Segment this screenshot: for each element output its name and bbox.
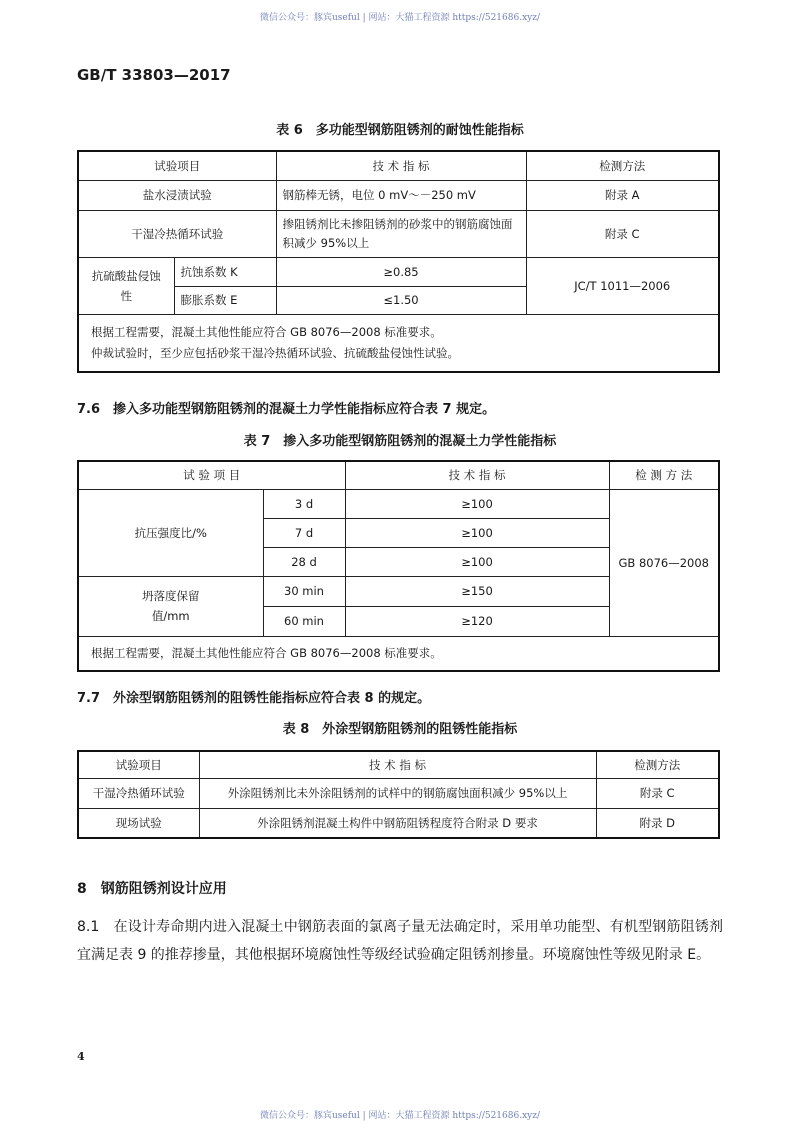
table6-cell: 附录 C: [526, 210, 719, 257]
table7-cell: 7 d: [263, 518, 345, 547]
table7-group-slump: 坍落度保留值/mm: [78, 576, 263, 636]
table7-cell: ≥150: [345, 576, 609, 606]
table7-header-spec: 技 术 指 标: [345, 461, 609, 489]
table6-cell: ≥0.85: [276, 257, 526, 286]
table6-cell: ≤1.50: [276, 286, 526, 314]
table6-note: [78, 314, 719, 372]
table7-cell: 28 d: [263, 547, 345, 576]
watermark-bottom: 微信公众号：豚宾useful | 网站：大猫工程资源 https://521686.xyz/: [259, 1111, 541, 1121]
table8-header-spec: 技 术 指 标: [199, 751, 596, 778]
table6-cell: 干湿冷热循环试验: [78, 210, 276, 257]
table7-header-method: 检 测 方 法: [609, 461, 719, 489]
clause-8-1: 8.1 在设计寿命期内进入混凝土中钢筋表面的氯离子量无法确定时，采用单功能型、有机型钢筋阻锈剂宜满足表 9 的推荐掺量，其他根据环境腐蚀性等级经试验确定阻锈剂掺量。环境腐蚀性等级见附录 E。: [77, 919, 723, 963]
table7-cell: ≥100: [345, 547, 609, 576]
table6-cell: 抗蚀系数 K: [174, 257, 276, 286]
table7-header-item: 试 验 项 目: [78, 461, 345, 489]
table6-note-line: 仲裁试验时，至少应包括砂浆干湿冷热循环试验、抗硫酸盐侵蚀性试验。: [91, 345, 459, 360]
table6-cell: 盐水浸渍试验: [78, 180, 276, 210]
table7-group-compressive: 抗压强度比/%: [78, 489, 263, 576]
table6-header-item: 试验项目: [78, 151, 276, 180]
table6-cell: 掺阻锈剂比未掺阻锈剂的砂浆中的钢筋腐蚀面积减少 95%以上: [276, 210, 526, 257]
table6-cell: JC/T 1011—2006: [526, 257, 719, 314]
table7-method: GB 8076—2008: [609, 489, 719, 636]
table8-caption: 表 8 外涂型钢筋阻锈剂的阻锈性能指标: [282, 722, 518, 737]
table6-cell: 钢筋棒无锈，电位 0 mV～－250 mV: [276, 180, 526, 210]
table7-cell: ≥100: [345, 518, 609, 547]
table7-cell: 3 d: [263, 489, 345, 518]
table7-note: 根据工程需要，混凝土其他性能应符合 GB 8076—2008 标准要求。: [78, 636, 719, 671]
table8-cell: 外涂阻锈剂混凝土构件中钢筋阻锈程度符合附录 D 要求: [199, 808, 596, 838]
table7-cell: 60 min: [263, 606, 345, 636]
table8-header-method: 检测方法: [596, 751, 719, 778]
table6-group-sulfate: 抗硫酸盐侵蚀性: [78, 257, 174, 314]
table7-caption: 表 7 掺入多功能型钢筋阻锈剂的混凝土力学性能指标: [243, 434, 557, 449]
table7-cell: 30 min: [263, 576, 345, 606]
table6-caption: 表 6 多功能型钢筋阻锈剂的耐蚀性能指标: [276, 123, 524, 138]
table6-header-method: 检测方法: [526, 151, 719, 180]
table8-header-item: 试验项目: [78, 751, 199, 778]
table6-note-line: 根据工程需要，混凝土其他性能应符合 GB 8076—2008 标准要求。: [91, 324, 442, 339]
clause-7-6: 7.6 掺入多功能型钢筋阻锈剂的混凝土力学性能指标应符合表 7 规定。: [77, 402, 496, 417]
table8-cell: 附录 D: [596, 808, 719, 838]
watermark-top: 微信公众号：豚宾useful | 网站：大猫工程资源 https://521686.xyz/: [259, 13, 541, 23]
table7: [77, 460, 720, 672]
table6-cell: 附录 A: [526, 180, 719, 210]
standard-number: GB/T 33803—2017: [77, 66, 231, 84]
table8-cell: 外涂阻锈剂比未外涂阻锈剂的试样中的钢筋腐蚀面积减少 95%以上: [199, 778, 596, 808]
page-number: 4: [77, 1050, 85, 1063]
table7-cell: ≥100: [345, 489, 609, 518]
table8: [77, 750, 720, 839]
clause-7-7: 7.7 外涂型钢筋阻锈剂的阻锈性能指标应符合表 8 的规定。: [77, 691, 431, 706]
table7-cell: ≥120: [345, 606, 609, 636]
table6: [77, 150, 720, 373]
table8-cell: 干湿冷热循环试验: [78, 778, 199, 808]
table8-cell: 附录 C: [596, 778, 719, 808]
table8-cell: 现场试验: [78, 808, 199, 838]
table6-cell: 膨胀系数 E: [174, 286, 276, 314]
section-8-heading: 8 钢筋阻锈剂设计应用: [77, 881, 227, 897]
table6-header-spec: 技 术 指 标: [276, 151, 526, 180]
